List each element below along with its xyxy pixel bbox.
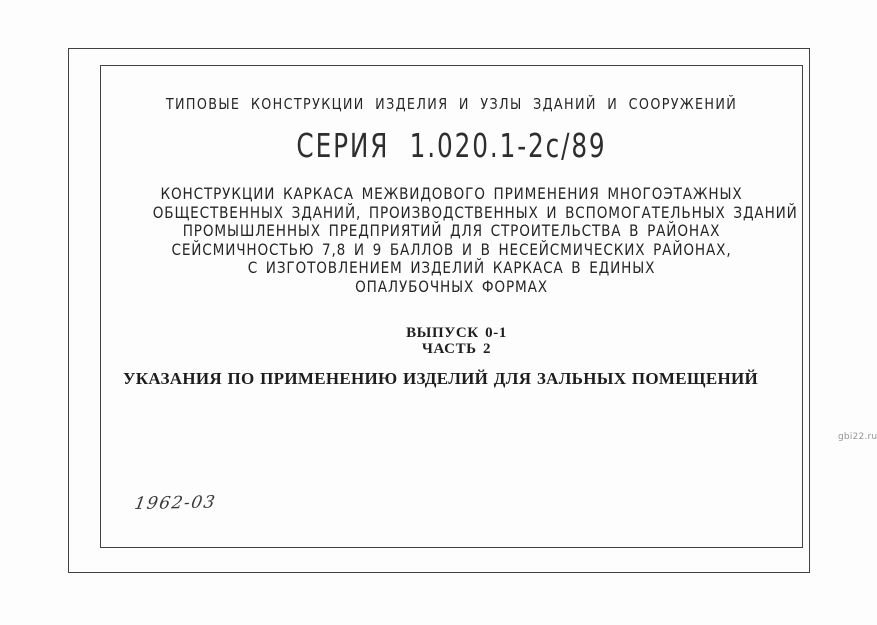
description-line: ОБЩЕСТВЕННЫХ ЗДАНИЙ, ПРОИЗВОДСТВЕННЫХ И ВСПОМОГАТЕЛЬНЫХ ЗДАНИЙ	[152, 202, 798, 222]
handwritten-inventory-number: 1962-03	[133, 492, 218, 514]
description-line: ПРОМЫШЛЕННЫХ ПРЕДПРИЯТИЙ ДЛЯ СТРОИТЕЛЬСТВА В РАЙОНАХ	[182, 221, 721, 241]
subtitle: УКАЗАНИЯ ПО ПРИМЕНЕНИЮ ИЗДЕЛИЙ ДЛЯ ЗАЛЬНЫХ ПОМЕЩЕНИЙ	[122, 369, 759, 388]
issue-part-block	[105, 326, 808, 357]
description-line: ОПАЛУБОЧНЫХ ФОРМАХ	[355, 276, 548, 296]
series-title: СЕРИЯ 1.020.1-2с/89	[296, 126, 607, 165]
document-category-line: ТИПОВЫЕ КОНСТРУКЦИИ ИЗДЕЛИЯ И УЗЛЫ ЗДАНИЙ И СООРУЖЕНИЙ	[165, 95, 738, 113]
watermark-site-label: gbi22.ru	[838, 432, 877, 442]
description-line: КОНСТРУКЦИИ КАРКАСА МЕЖВИДОВОГО ПРИМЕНЕНИЯ МНОГОЭТАЖНЫХ	[160, 184, 743, 203]
description-line: С ИЗГОТОВЛЕНИЕМ ИЗДЕЛИЙ КАРКАСА В ЕДИНЫХ	[247, 258, 656, 278]
description-block	[152, 184, 798, 297]
issue-label: ВЫПУСК 0-1	[406, 325, 507, 341]
part-label: ЧАСТЬ 2	[421, 340, 492, 357]
description-line: СЕЙСМИЧНОСТЬЮ 7,8 И 9 БАЛЛОВ И В НЕСЕЙСМИЧЕСКИХ РАЙОНАХ,	[171, 239, 732, 259]
